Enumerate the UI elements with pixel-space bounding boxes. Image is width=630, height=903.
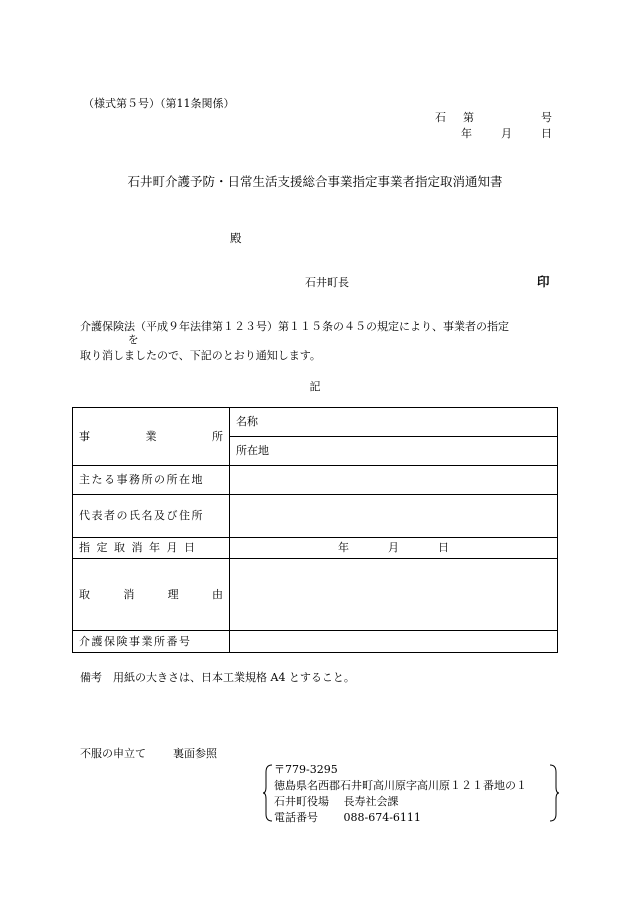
revocation-date-label: 指定取消年月日 [79,541,202,555]
contact-postal-code: 〒779-3295 [274,763,338,776]
office-name-label: 名称 [236,415,258,429]
issue-date-day: 日 [541,127,552,140]
left-brace [262,764,274,822]
issue-date [461,127,552,140]
doc-number-dai: 第 [463,111,474,124]
issuer-name: 石井町長 [305,276,349,289]
issue-date-month: 月 [501,127,512,140]
contact-phone: 電話番号 088-674-6111 [274,811,421,824]
right-brace [548,764,560,822]
appeal-label: 不服の申立て [80,747,146,760]
form-number-label: （様式第５号）（第11条関係） [83,97,235,110]
revocation-date-label-cell [73,538,230,559]
addressee-suffix: 殿 [230,231,242,245]
reason-value-cell[interactable] [230,559,558,631]
main-office-label-cell [73,466,230,495]
revocation-date-value: 年 月 日 [338,541,449,555]
office-name-cell[interactable] [230,408,558,437]
revocation-date-value-cell[interactable] [230,538,558,559]
appeal-reference: 裏面参照 [173,747,217,760]
office-address-cell[interactable] [230,437,558,466]
representative-value-cell[interactable] [230,495,558,538]
doc-number-go: 号 [541,111,552,124]
reason-label-cell [73,559,230,631]
representative-label-cell [73,495,230,538]
document-title: 石井町介護予防・日常生活支援総合事業指定事業者指定取消通知書 [127,174,503,189]
body-line-1-wrap: を [128,334,139,346]
office-label: 事 業 所 [79,429,223,443]
issue-date-year: 年 [461,127,472,140]
document-number [435,111,552,124]
main-office-value-cell[interactable] [230,466,558,495]
appeal-notice [80,747,217,760]
office-address-label: 所在地 [236,444,269,458]
doc-number-prefix: 石 [435,111,446,124]
contact-office: 石井町役場 長寿社会課 [274,795,399,808]
remarks-note: 備考 用紙の大きさは、日本工業規格 A4 とすること。 [80,671,355,684]
office-label-cell [73,408,230,466]
office-number-value-cell[interactable] [230,631,558,653]
body-line-1: 介護保険法（平成９年法律第１２３号）第１１５条の４５の規定により、事業者の指定 [80,320,509,333]
representative-label: 代表者の氏名及び住所 [79,509,204,523]
office-number-label-cell [73,631,230,653]
seal-mark: 印 [537,274,550,289]
details-table [72,407,558,653]
ki-heading: 記 [309,380,321,393]
main-office-label: 主たる事務所の所在地 [79,473,204,487]
body-line-2: 取り消しましたので、下記のとおり通知します。 [80,349,321,362]
contact-address: 徳島県名西郡石井町高川原字高川原１２１番地の１ [274,779,527,792]
reason-label: 取 消 理 由 [79,587,223,601]
contact-block [274,762,527,826]
office-number-label: 介護保険事業所番号 [79,634,192,648]
